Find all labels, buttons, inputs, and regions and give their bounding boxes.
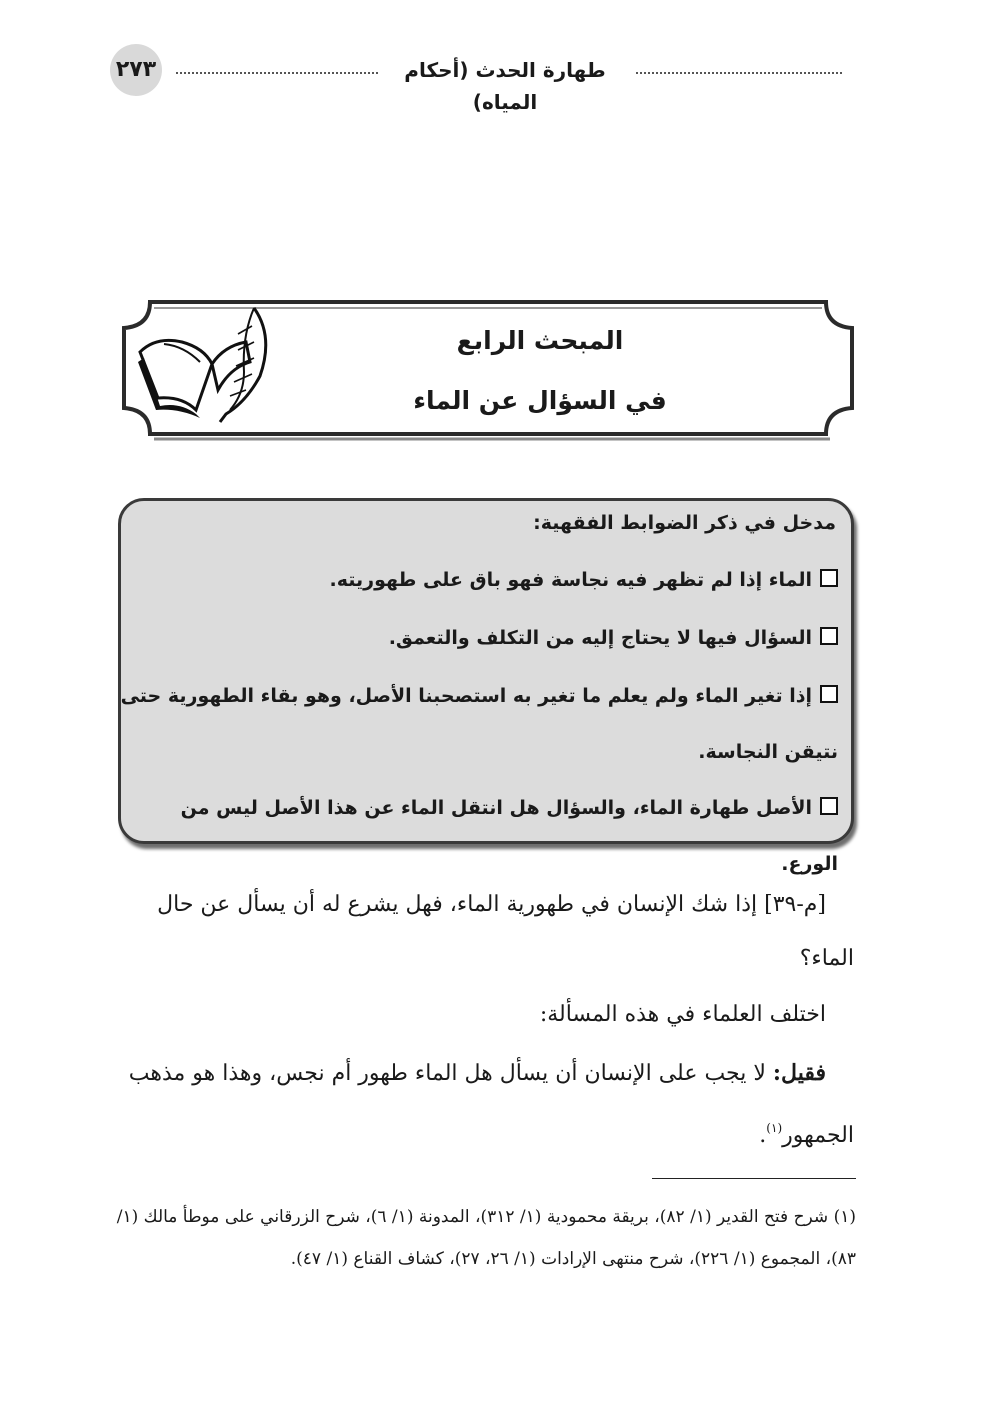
rule-item <box>118 610 838 666</box>
checkbox-icon <box>820 569 838 587</box>
checkbox-icon <box>820 797 838 815</box>
running-title: طهارة الحدث (أحكام المياه) <box>404 58 606 114</box>
rule-text: الأصل طهارة الماء، والسؤال هل انتقل الماء عن هذا الأصل ليس من الورع. <box>180 797 838 875</box>
rule-item <box>118 780 838 892</box>
checkbox-icon <box>820 685 838 703</box>
rule-item <box>118 552 838 608</box>
view-paragraph <box>114 1046 854 1163</box>
view-lead: فقيل: <box>772 1060 826 1086</box>
rule-text: السؤال فيها لا يحتاج إليه من التكلف والتعمق. <box>388 627 812 649</box>
disagreement-line: اختلف العلماء في هذه المسألة: <box>539 1002 826 1027</box>
header-dots-right <box>636 72 842 74</box>
section-subtitle: في السؤال عن الماء <box>413 386 667 415</box>
rule-text: الماء إذا لم تظهر فيه نجاسة فهو باق على طهوريته. <box>329 569 812 591</box>
footnote: (١) شرح فتح القدير (١/ ٨٢)، بريقة محمودية (١/ ٣١٢)، المدونة (١/ ٦)، شرح الزرقاني على موطأ مالك (١/ ٨٣)، المجموع (١/ ٢٢٦)، شرح منتهى الإرادات (١/ ٢٦، ٢٧)، كشاف القناع (١/ ٤٧). <box>116 1207 856 1269</box>
question-paragraph: [م-٣٩] إذا شك الإنسان في طهورية الماء، فهل يشرع له أن يسأل عن حال الماء؟ <box>157 892 854 971</box>
header-dots-left <box>176 72 378 74</box>
view-end: . <box>759 1123 767 1148</box>
rules-intro: مدخل في ذكر الضوابط الفقهية: <box>533 512 836 534</box>
section-title: المبحث الرابع <box>456 326 624 355</box>
footnote-ref[interactable]: (١) <box>766 1121 783 1135</box>
checkbox-icon <box>820 627 838 645</box>
page-number: ٢٧٣ <box>110 44 162 96</box>
rule-item <box>118 668 838 780</box>
view-text: لا يجب على الإنسان أن يسأل هل الماء طهور أم نجس، وهذا هو مذهب الجمهور <box>128 1061 854 1148</box>
footnote-separator <box>652 1178 856 1179</box>
rule-text: إذا تغير الماء ولم يعلم ما تغير به استصحبنا الأصل، وهو بقاء الطهورية حتى نتيقن النجاسة. <box>120 685 838 763</box>
section-title-banner <box>118 296 858 442</box>
book-quill-icon <box>134 306 274 424</box>
